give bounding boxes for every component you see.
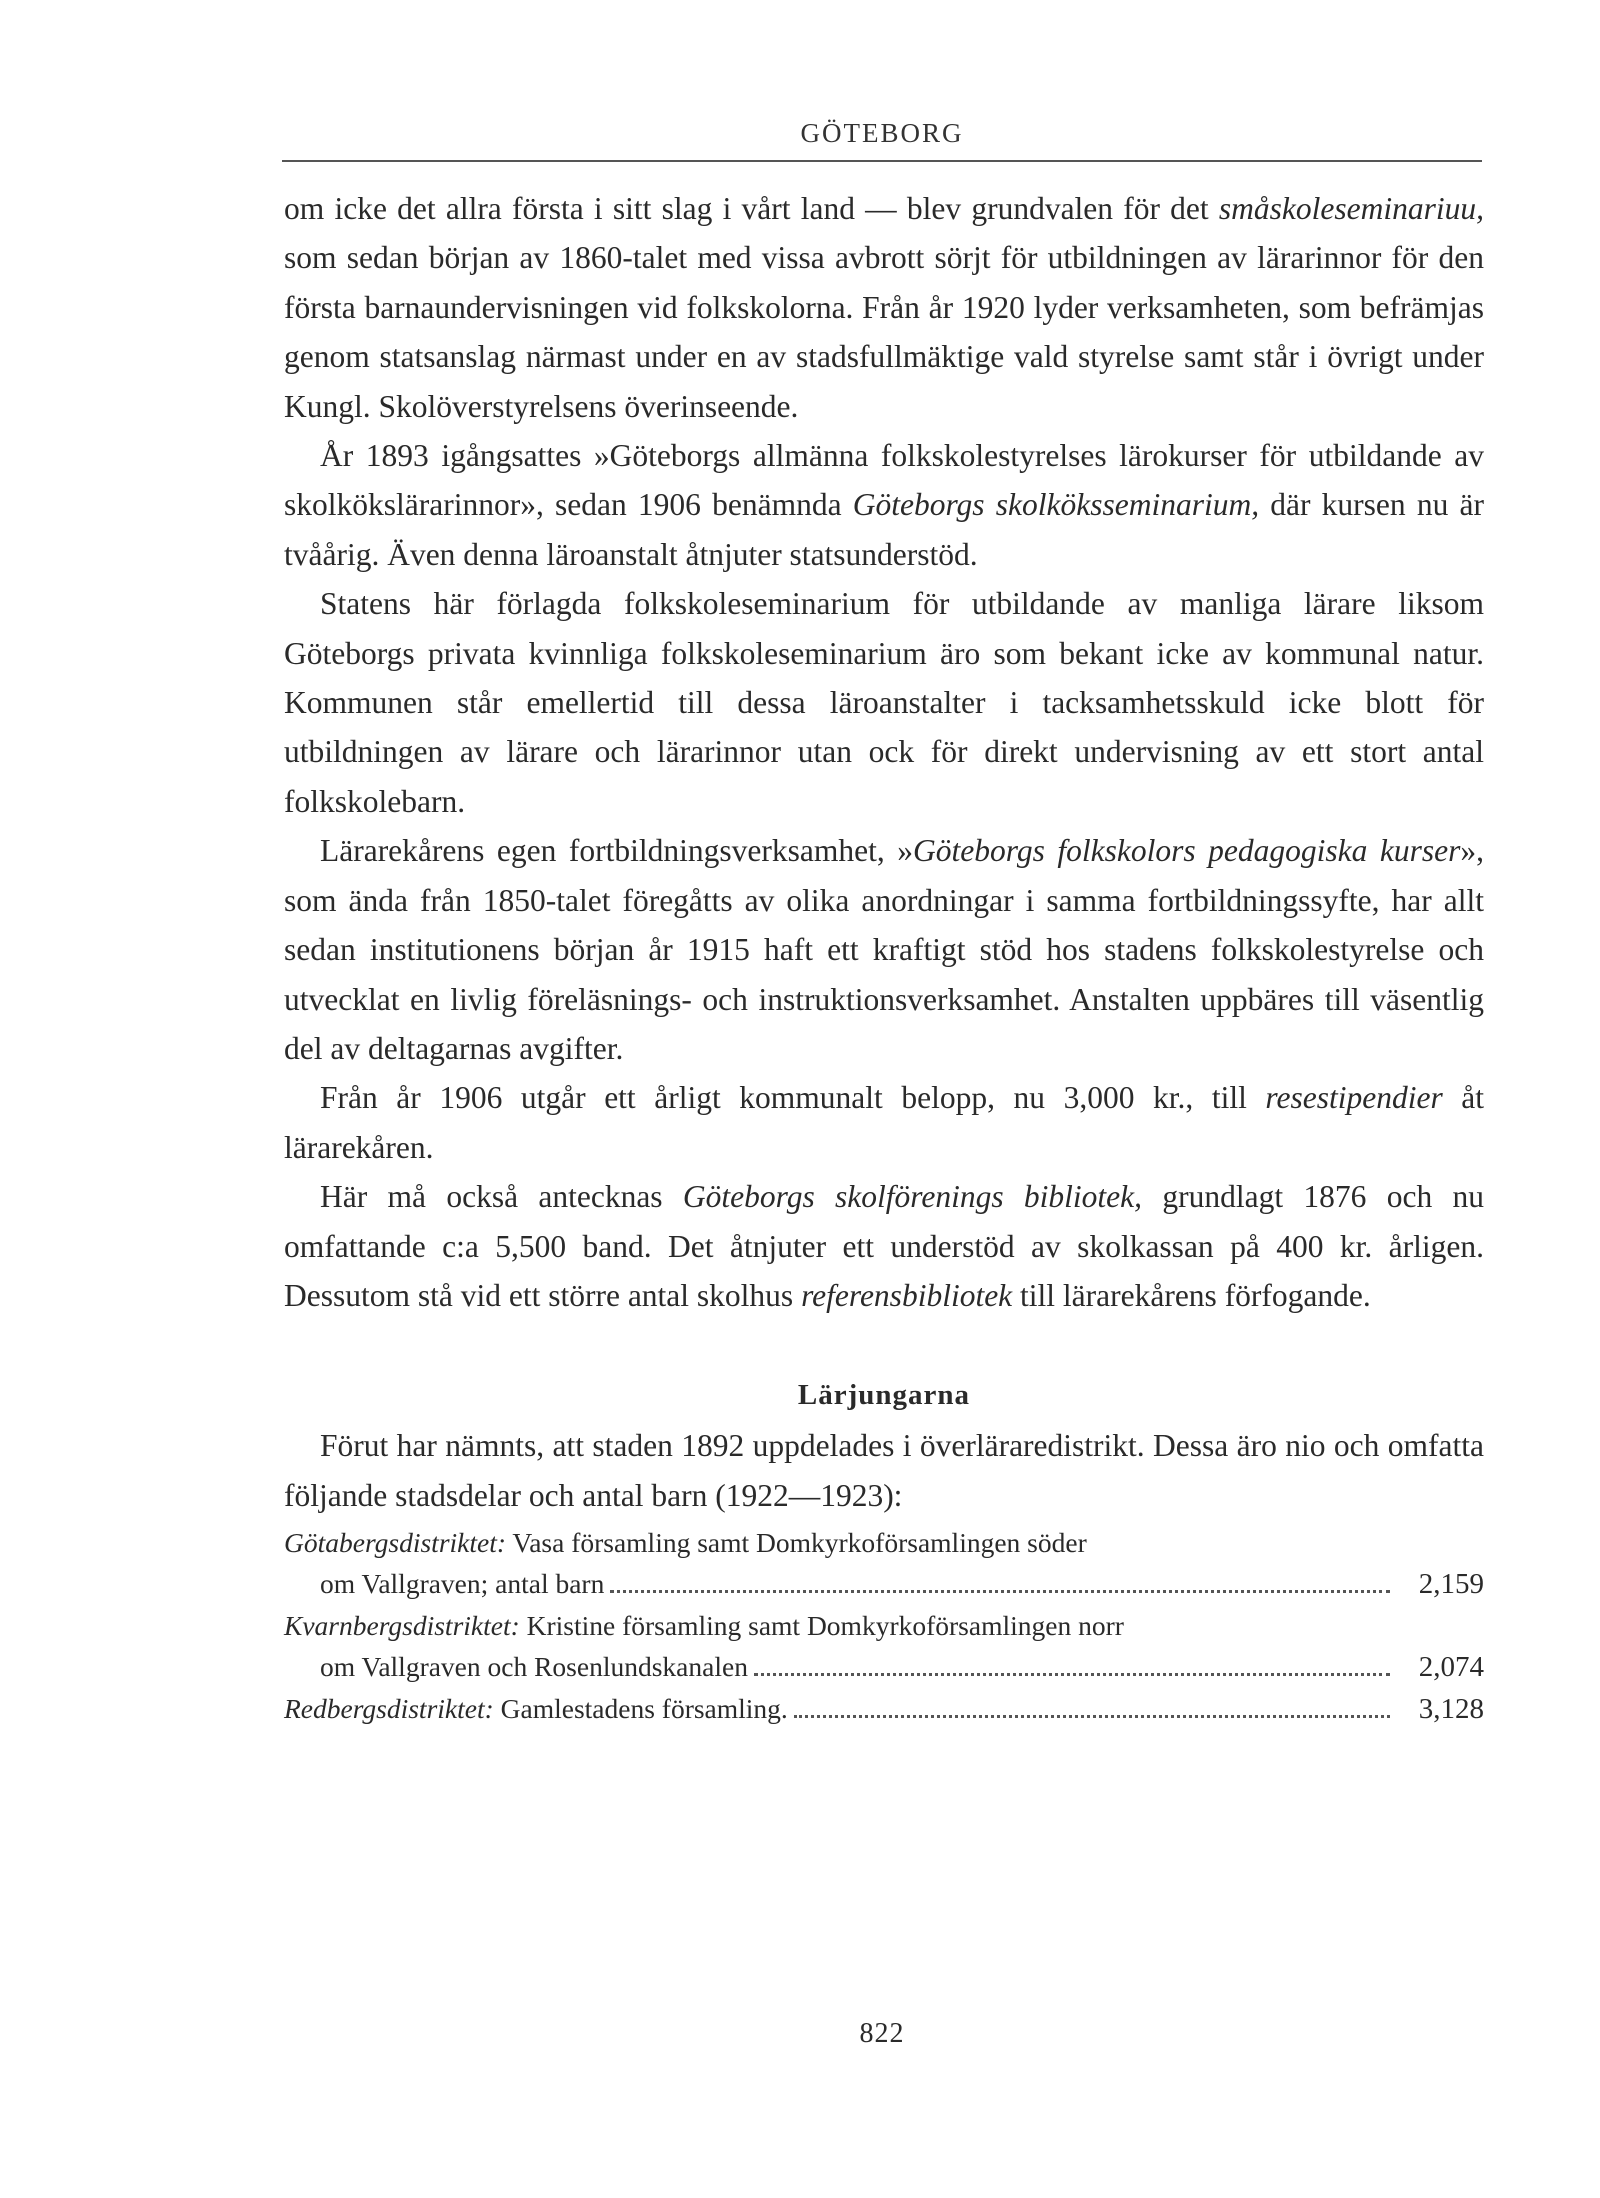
district-entry	[284, 1605, 1484, 1688]
district-description: Gamlestadens församling.	[493, 1693, 788, 1725]
italic-term: referensbibliotek	[801, 1277, 1013, 1313]
district-line: Götabergsdistriktet: Vasa församling samt Domkyrkoförsamlingen söder	[284, 1527, 1087, 1559]
italic-term: Göteborgs skolköksseminarium,	[852, 487, 1260, 523]
district-name: Redbergsdistriktet:	[284, 1693, 494, 1725]
district-count: 2,159	[1418, 1568, 1484, 1601]
running-head: GÖTEBORG	[800, 118, 964, 148]
paragraph: Från år 1906 utgår ett årligt kommunalt belopp, nu 3,000 kr., till resestipendier åt lärarekåren.	[284, 1080, 1485, 1165]
paragraph: År 1893 igångsattes »Göteborgs allmänna folkskolestyrelses lärokurser för utbildande av skolkökslärarinnor», sedan 1906 benämnda Göteborgs skolköksseminarium, där kursen nu är tvåårig. Även denna läroanstalt åtnjuter statsunderstöd.	[284, 438, 1485, 572]
section-heading: Lärjungarna	[797, 1379, 971, 1412]
body-text	[284, 184, 1484, 1730]
paragraph: Här må också antecknas Göteborgs skolförenings bibliotek, grundlagt 1876 och nu omfattande c:a 5,500 band. Det åtnjuter ett understöd av skolkassan på 400 kr. årligen. Dessutom stå vid ett större antal skolhus referensbibliotek till lärarekårens förfogande.	[284, 1179, 1485, 1313]
district-line	[284, 1646, 1484, 1688]
page-number: 822	[859, 2018, 905, 2049]
district-name: Götabergsdistriktet:	[284, 1527, 507, 1559]
dot-leader	[754, 1673, 1390, 1676]
district-line	[284, 1563, 1484, 1605]
district-description: om Vallgraven; antal barn	[320, 1568, 605, 1600]
district-count: 2,074	[1418, 1651, 1484, 1684]
district-line	[284, 1688, 1484, 1730]
district-description: om Vallgraven och Rosenlundskanalen	[320, 1651, 748, 1683]
italic-term: småskoleseminariuu,	[1218, 191, 1484, 226]
paragraph: Statens här förlagda folkskoleseminarium för utbildande av manliga lärare liksom Göteborgs privata kvinnliga folkskoleseminarium äro som bekant icke av kommunal natur. Kommunen står emellertid till dessa läroanstalter i tacksamhetsskuld icke blott för utbildningen av lärare och lärarinnor utan ock för direkt undervisning av ett stort antal folkskolebarn.	[284, 586, 1484, 819]
paragraph: om icke det allra första i sitt slag i vårt land — blev grundvalen för det småskoleseminariuu, som sedan början av 1860-talet med vissa avbrott sörjt för utbildningen av lärarinnor för den första barnaundervisningen vid folkskolorna. Från år 1920 lyder verksamheten, som befrämjas genom statsanslag närmast under en av stadsfullmäktige vald styrelse samt står i övrigt under Kungl. Skolöverstyrelsens överinseende.	[284, 191, 1484, 424]
italic-term: resestipendier	[1265, 1080, 1443, 1116]
district-count: 3,128	[1418, 1693, 1484, 1726]
district-name: Kvarnbergsdistriktet:	[284, 1610, 520, 1642]
paragraph: Lärarekårens egen fortbildningsverksamhet, »Göteborgs folkskolors pedagogiska kurser», som ända från 1850-talet föregåtts av olika anordningar i samma fortbildningssyfte, har allt sedan institutionens början år 1915 haft ett kraftigt stöd hos stadens folkskolestyrelse och utvecklat en livlig föreläsnings- och instruktionsverksamhet. Anstalten uppbäres till väsentlig del av deltagarnas avgifter.	[284, 833, 1484, 1066]
district-line: Kvarnbergsdistriktet: Kristine församling samt Domkyrkoförsamlingen norr	[284, 1610, 1124, 1642]
italic-term: Göteborgs skolförenings bibliotek,	[682, 1179, 1143, 1215]
district-entry	[284, 1688, 1484, 1730]
section-intro: Förut har nämnts, att staden 1892 uppdelades i överläraredistrikt. Dessa äro nio och omfatta följande stadsdelar och antal barn (1922—1923):	[284, 1428, 1484, 1513]
district-list	[284, 1522, 1484, 1730]
dot-leader	[610, 1590, 1390, 1593]
district-entry	[284, 1522, 1484, 1605]
header-rule	[282, 160, 1482, 162]
dot-leader	[794, 1715, 1390, 1718]
italic-term: Göteborgs folkskolors pedagogiska kurser	[913, 833, 1461, 869]
